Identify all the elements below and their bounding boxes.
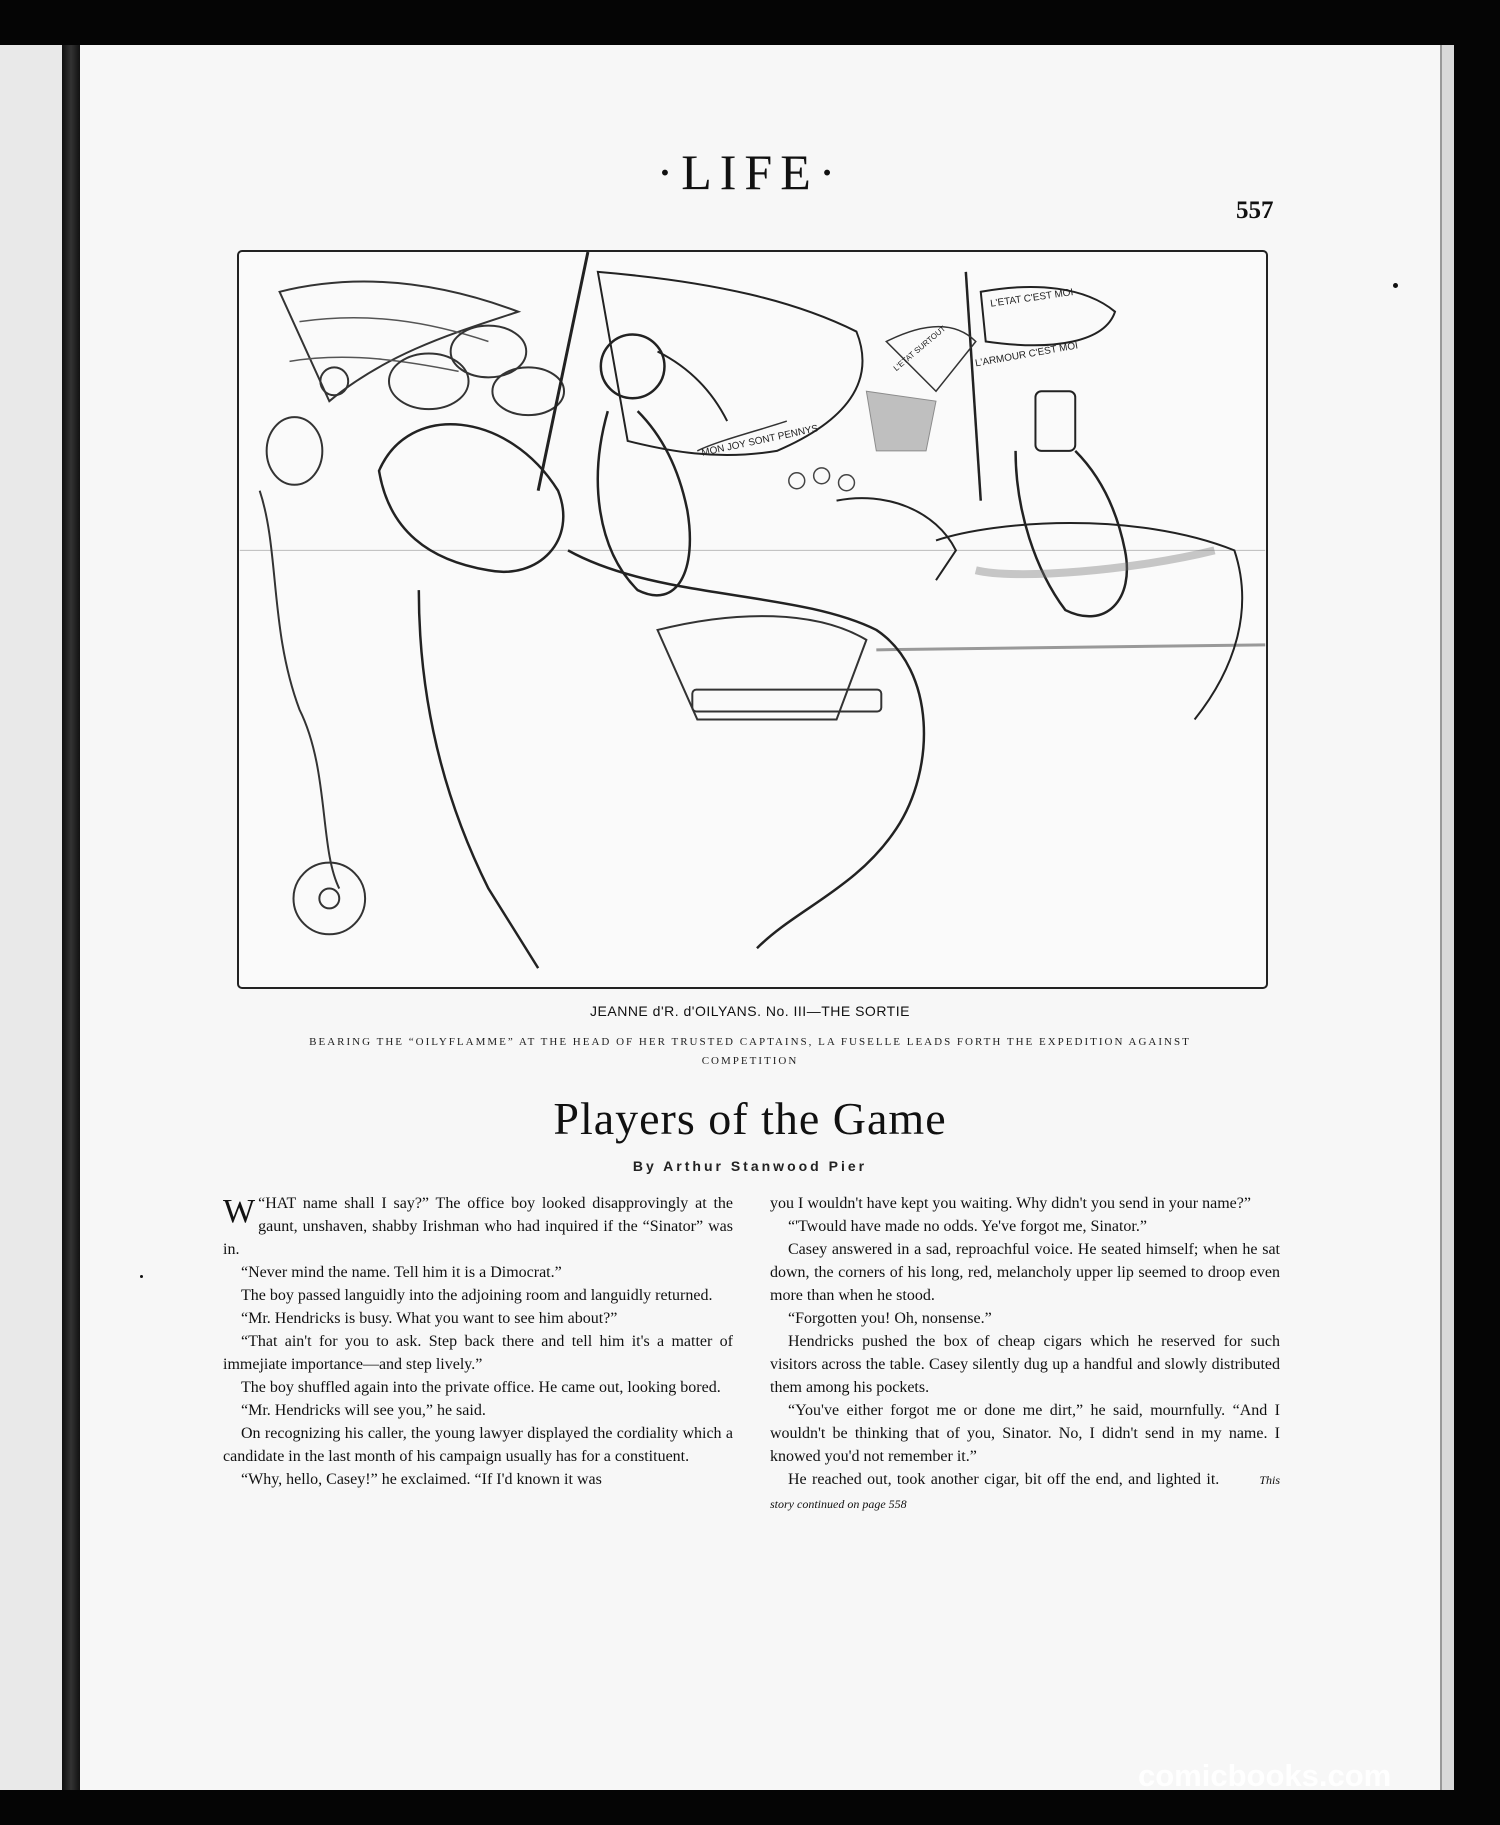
article-column-right (770, 1192, 1280, 1516)
caption-subtitle: BEARING THE “OILYFLAMME” AT THE HEAD OF HER TRUSTED CAPTAINS, LA FUSELLE LEADS FORTH THE EXPEDITION AGAINST COMPETITION (309, 1036, 1191, 1067)
cartoon-illustration (237, 250, 1268, 989)
flag-1-text: L'ETAT C'EST MOI (989, 287, 1074, 310)
caption-title: JEANNE d'R. d'OILYANS. No. III—THE SORTIE (590, 1003, 910, 1019)
flag-2-text: L'ARMOUR C'EST MOI (974, 340, 1079, 370)
page-number: 557 (1236, 197, 1274, 224)
flag-3-text: L'ETAT SURTOUT (891, 324, 948, 373)
byline: By Arthur Stanwood Pier (632, 1158, 868, 1174)
paragraph: “That ain't for you to ask. Step back there and tell him it's a matter of immejiate importance—and step lively.” (223, 1333, 733, 1373)
paragraph: “Why, hello, Casey!” he exclaimed. “If I'd known it was (241, 1471, 602, 1488)
paragraph-text: He reached out, took another cigar, bit off the end, and lighted it. (788, 1471, 1220, 1488)
print-speck (140, 1275, 143, 1278)
paragraph-text: HAT name shall I say?” The office boy looked disapprovingly at the gaunt, unshaven, shabby Irishman who had inquired if the “Sinator” was in. (223, 1195, 733, 1258)
watermark: comicbooks.com (1138, 1758, 1392, 1793)
paragraph: “'Twould have made no odds. Ye've forgot me, Sinator.” (788, 1218, 1147, 1235)
cartoon-drawing (239, 252, 1266, 987)
paragraph: you I wouldn't have kept you waiting. Why didn't you send in your name?” (770, 1195, 1251, 1212)
paragraph: “Mr. Hendricks is busy. What you want to see him about?” (241, 1310, 618, 1327)
paragraph: The boy passed languidly into the adjoining room and languidly returned. (241, 1287, 713, 1304)
article-column-left (223, 1192, 733, 1491)
banner-motto: MON JOY SONT PENNYS (700, 423, 820, 459)
paragraph: Hendricks pushed the box of cheap cigars which he reserved for such visitors across the table. Casey silently dug up a handful and slowly distributed them among his pockets. (770, 1333, 1280, 1396)
print-speck (1393, 283, 1398, 288)
paragraph: The boy shuffled again into the private office. He came out, looking bored. (241, 1379, 721, 1396)
quote-open: “ (258, 1195, 266, 1212)
paragraph: “Never mind the name. Tell him it is a Dimocrat.” (241, 1264, 562, 1281)
dropcap: W (223, 1193, 256, 1230)
paragraph: “Forgotten you! Oh, nonsense.” (788, 1310, 992, 1327)
continued-note: This story continued on page 558 (770, 1473, 1280, 1511)
paragraph (223, 1192, 733, 1261)
paragraph: “You've either forgot me or done me dirt,” he said, mournfully. “And I wouldn't be thinking that of you, Sinator. No, I didn't send in my name. I knowed you'd not remember it.” (770, 1402, 1280, 1465)
masthead: ·LIFE· (656, 144, 844, 200)
article-title: Players of the Game (553, 1093, 947, 1144)
paragraph: Casey answered in a sad, reproachful voice. He seated himself; when he sat down, the corners of his long, red, melancholy upper lip seemed to droop even more than when he stood. (770, 1241, 1280, 1304)
book-gutter (62, 45, 80, 1790)
left-page-margin (0, 45, 62, 1790)
paragraph: “Mr. Hendricks will see you,” he said. (241, 1402, 486, 1419)
paragraph: On recognizing his caller, the young lawyer displayed the cordiality which a candidate in the last month of his campaign usually has for a constituent. (223, 1425, 733, 1465)
paragraph (770, 1468, 1280, 1516)
page-edge (1440, 45, 1454, 1790)
